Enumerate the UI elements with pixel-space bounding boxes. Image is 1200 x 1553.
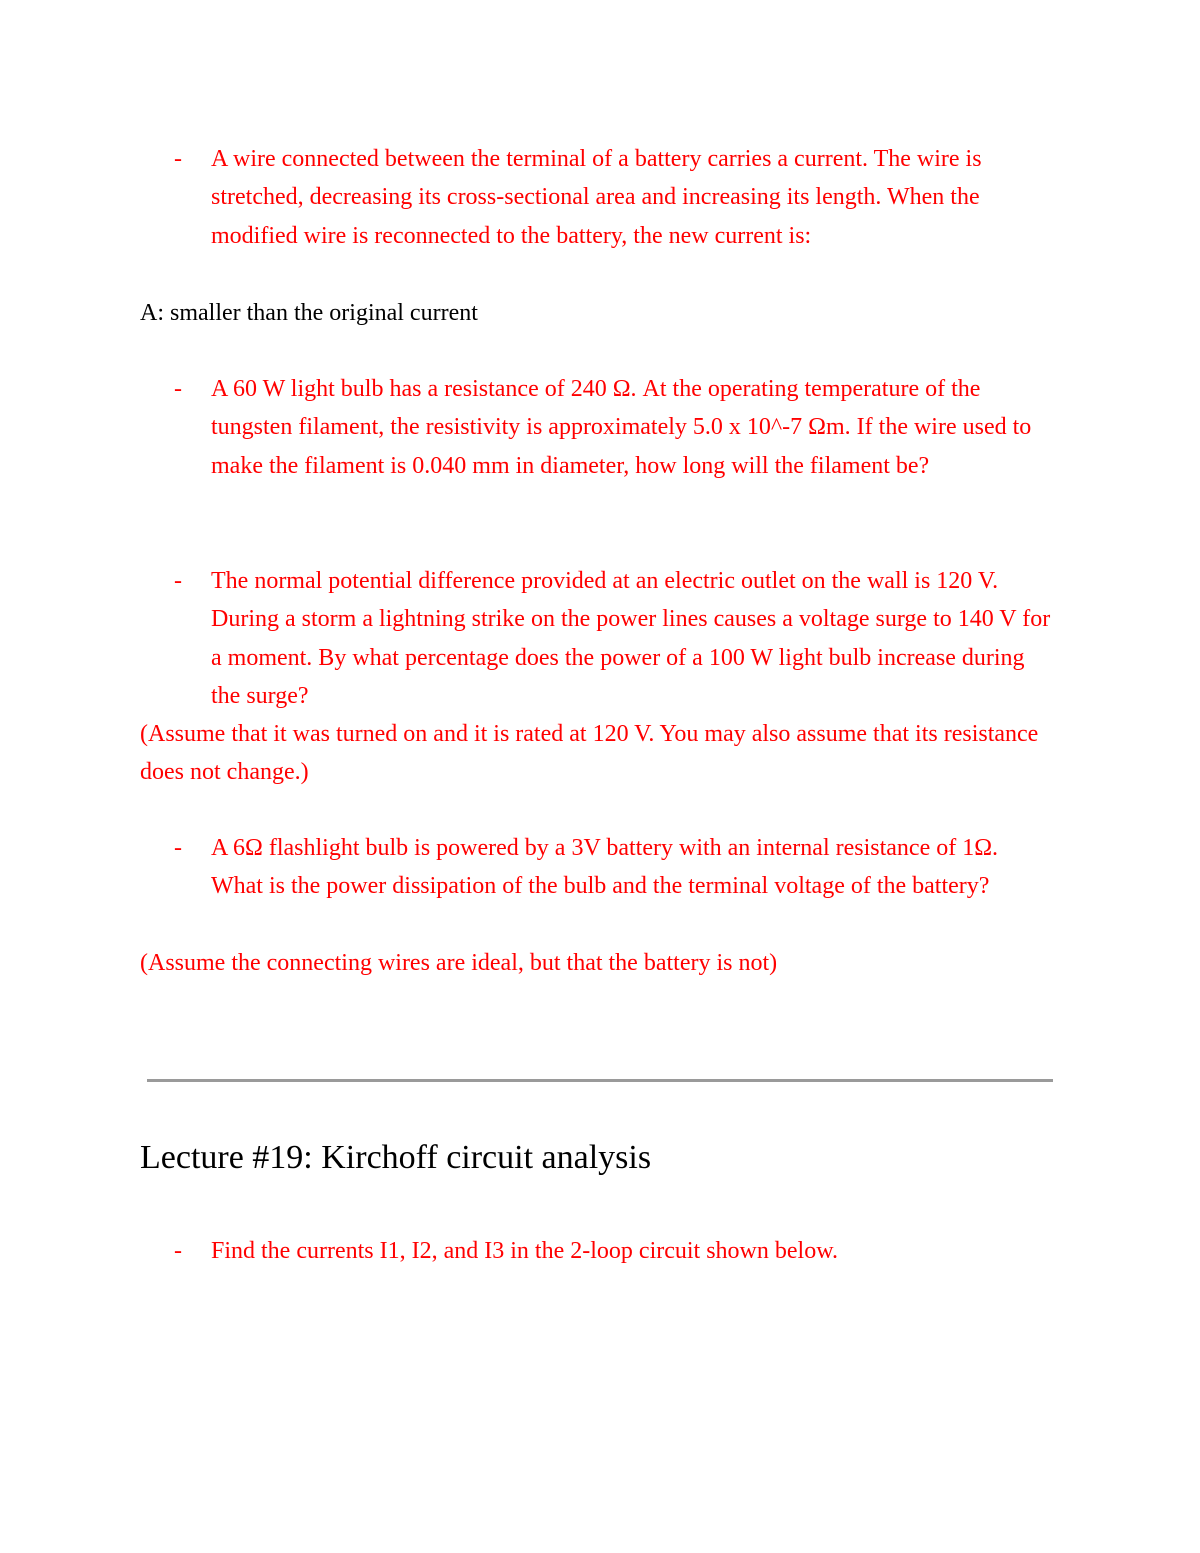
question-item	[140, 140, 1060, 255]
question-text: Find the currents I1, I2, and I3 in the 2-loop circuit shown below.	[211, 1238, 838, 1264]
question-note: (Assume the connecting wires are ideal, but that the battery is not)	[140, 950, 778, 976]
bullet-dash: -	[174, 568, 182, 594]
question-text: A 6Ω flashlight bulb is powered by a 3V battery with an internal resistance of 1Ω. What is the power dissipation of the bulb and the terminal voltage of the battery?	[211, 835, 999, 900]
question-text: The normal potential difference provided at an electric outlet on the wall is 120 V. During a storm a lightning strike on the power lines causes a voltage surge to 140 V for a moment. By what percentage does the power of a 100 W light bulb increase during the surge?	[211, 568, 1051, 710]
question-item	[140, 1232, 1060, 1270]
bullet-dash: -	[174, 835, 182, 861]
answer-text: A: smaller than the original current	[140, 300, 478, 326]
bullet-dash: -	[174, 1238, 182, 1264]
horizontal-rule	[147, 1079, 1053, 1082]
question-item	[140, 829, 1060, 906]
question-text: A wire connected between the terminal of a battery carries a current. The wire is stretched, decreasing its cross-sectional area and increasing its length. When the modified wire is reconnected to the battery, the new current is:	[211, 146, 982, 249]
question-item	[140, 370, 1060, 485]
question-text: A 60 W light bulb has a resistance of 240 Ω. At the operating temperature of the tungsten filament, the resistivity is approximately 5.0 x 10^-7 Ωm. If the wire used to make the filament is 0.040 mm in diameter, how long will the filament be?	[211, 376, 1032, 479]
bullet-dash: -	[174, 376, 182, 402]
bullet-dash: -	[174, 146, 182, 172]
question-note: (Assume that it was turned on and it is rated at 120 V. You may also assume that its resistance does not change.)	[140, 721, 1039, 786]
question-item	[140, 562, 1060, 716]
section-heading: Lecture #19: Kirchoff circuit analysis	[140, 1139, 652, 1176]
